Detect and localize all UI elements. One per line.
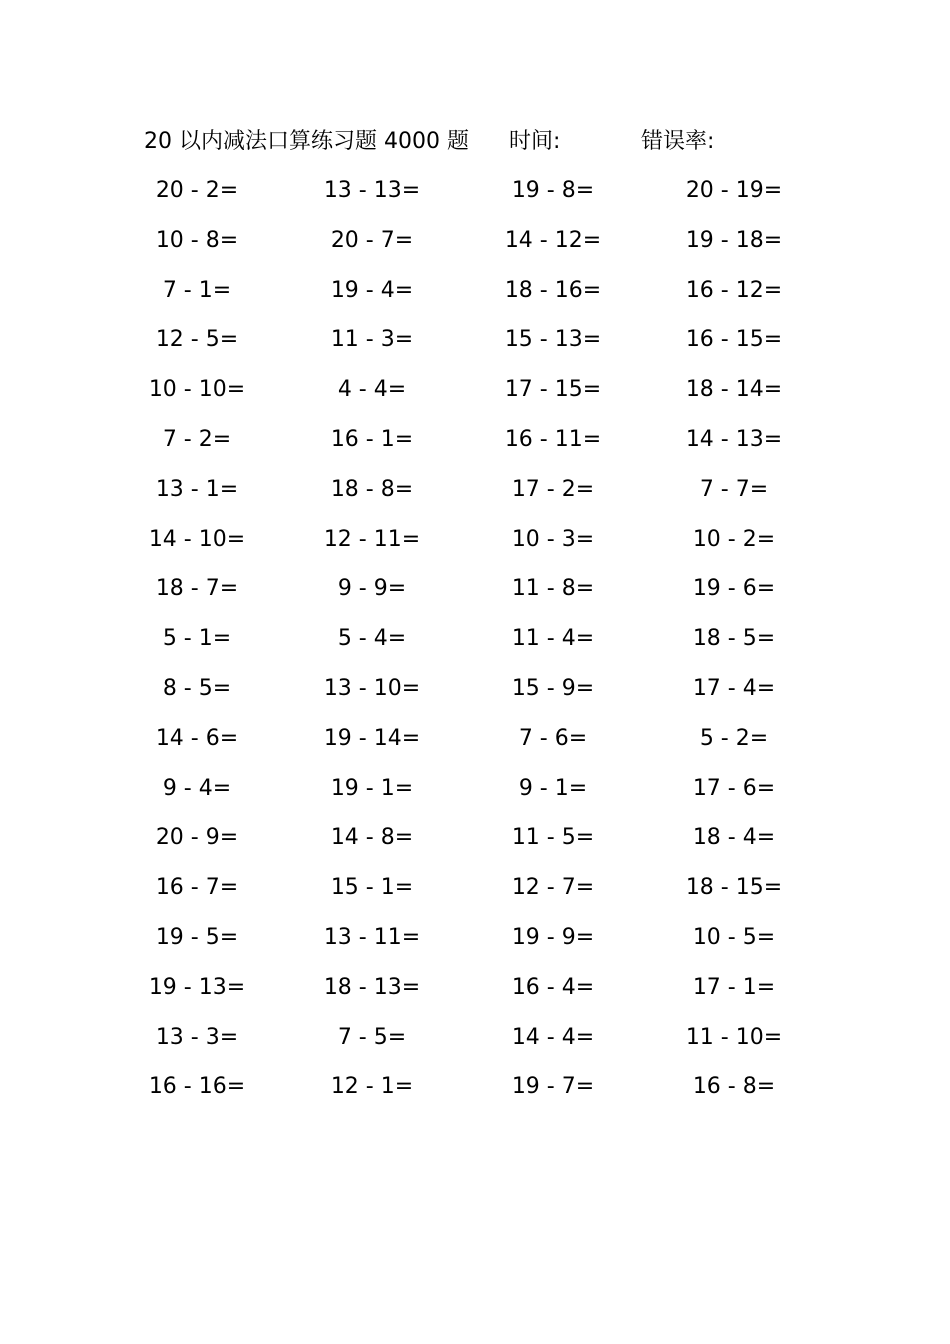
problem-item: 16 - 16= bbox=[148, 1074, 246, 1100]
problem-item: 18 - 4= bbox=[692, 825, 776, 851]
problem-item: 16 - 8= bbox=[692, 1074, 776, 1100]
problem-item: 5 - 4= bbox=[337, 626, 407, 652]
problem-item: 17 - 4= bbox=[692, 676, 776, 701]
problem-item: 5 - 2= bbox=[699, 725, 769, 751]
problem-item: 15 - 1= bbox=[330, 875, 414, 901]
problem-item: 17 - 6= bbox=[692, 775, 776, 801]
problem-item: 14 - 10= bbox=[148, 526, 246, 552]
problem-item: 7 - 6= bbox=[518, 725, 588, 751]
problem-item: 10 - 8= bbox=[155, 227, 239, 253]
problem-item: 11 - 3= bbox=[330, 327, 414, 353]
problem-item: 12 - 11= bbox=[323, 526, 421, 552]
problem-item: 16 - 7= bbox=[155, 875, 239, 901]
problem-item: 10 - 10= bbox=[148, 377, 246, 403]
problem-item: 19 - 7= bbox=[511, 1074, 595, 1100]
problem-item: 5 - 1= bbox=[162, 626, 232, 652]
problem-item: 10 - 3= bbox=[511, 526, 595, 552]
problem-item: 14 - 12= bbox=[504, 227, 602, 253]
problem-item: 11 - 8= bbox=[511, 576, 595, 602]
problem-item: 18 - 14= bbox=[685, 377, 783, 403]
problem-item: 16 - 1= bbox=[330, 427, 414, 452]
problem-item: 15 - 9= bbox=[511, 676, 595, 701]
problem-item: 19 - 9= bbox=[511, 925, 595, 950]
problem-item: 16 - 12= bbox=[685, 277, 783, 303]
problem-item: 13 - 3= bbox=[155, 1024, 239, 1050]
problem-item: 17 - 1= bbox=[692, 974, 776, 1000]
problem-item: 12 - 5= bbox=[155, 327, 239, 353]
problem-item: 9 - 4= bbox=[162, 775, 232, 801]
problem-item: 10 - 5= bbox=[692, 925, 776, 950]
problem-item: 15 - 13= bbox=[504, 327, 602, 353]
problem-item: 18 - 16= bbox=[504, 277, 602, 303]
problem-item: 8 - 5= bbox=[162, 676, 232, 701]
problem-item: 9 - 9= bbox=[337, 576, 407, 602]
problem-item: 11 - 5= bbox=[511, 825, 595, 851]
problem-item: 16 - 4= bbox=[511, 974, 595, 1000]
problem-item: 4 - 4= bbox=[337, 377, 407, 403]
problem-item: 13 - 1= bbox=[155, 476, 239, 502]
time-label: 时间: bbox=[509, 129, 561, 154]
problem-item: 19 - 1= bbox=[330, 775, 414, 801]
problem-item: 7 - 5= bbox=[337, 1024, 407, 1050]
problem-item: 14 - 13= bbox=[685, 427, 783, 452]
problem-item: 19 - 13= bbox=[148, 974, 246, 1000]
problem-item: 12 - 7= bbox=[511, 875, 595, 901]
problem-item: 16 - 11= bbox=[504, 427, 602, 452]
problem-item: 20 - 19= bbox=[685, 178, 783, 203]
problem-item: 17 - 15= bbox=[504, 377, 602, 403]
problem-item: 13 - 10= bbox=[323, 676, 421, 701]
problem-item: 20 - 2= bbox=[155, 178, 239, 203]
problem-item: 20 - 9= bbox=[155, 825, 239, 851]
problem-item: 7 - 7= bbox=[699, 476, 769, 502]
problem-item: 10 - 2= bbox=[692, 526, 776, 552]
problem-item: 18 - 8= bbox=[330, 476, 414, 502]
problem-item: 20 - 7= bbox=[330, 227, 414, 253]
problem-item: 13 - 13= bbox=[323, 178, 421, 203]
problem-item: 18 - 5= bbox=[692, 626, 776, 652]
problem-item: 7 - 1= bbox=[162, 277, 232, 303]
problem-item: 14 - 4= bbox=[511, 1024, 595, 1050]
problem-item: 13 - 11= bbox=[323, 925, 421, 950]
problem-item: 9 - 1= bbox=[518, 775, 588, 801]
problem-item: 19 - 4= bbox=[330, 277, 414, 303]
problem-item: 16 - 15= bbox=[685, 327, 783, 353]
problem-item: 19 - 5= bbox=[155, 925, 239, 950]
problem-item: 12 - 1= bbox=[330, 1074, 414, 1100]
problem-item: 11 - 4= bbox=[511, 626, 595, 652]
problem-item: 17 - 2= bbox=[511, 476, 595, 502]
problem-item: 19 - 14= bbox=[323, 725, 421, 751]
problem-item: 7 - 2= bbox=[162, 427, 232, 452]
problem-item: 11 - 10= bbox=[685, 1024, 783, 1050]
problem-item: 19 - 8= bbox=[511, 178, 595, 203]
problem-item: 14 - 6= bbox=[155, 725, 239, 751]
error-rate-label: 错误率: bbox=[641, 129, 715, 154]
problem-item: 14 - 8= bbox=[330, 825, 414, 851]
worksheet-title: 20 以内减法口算练习题 4000 题 bbox=[144, 129, 469, 154]
problem-item: 18 - 7= bbox=[155, 576, 239, 602]
problem-item: 18 - 13= bbox=[323, 974, 421, 1000]
problem-item: 19 - 6= bbox=[692, 576, 776, 602]
problem-item: 19 - 18= bbox=[685, 227, 783, 253]
problem-item: 18 - 15= bbox=[685, 875, 783, 901]
